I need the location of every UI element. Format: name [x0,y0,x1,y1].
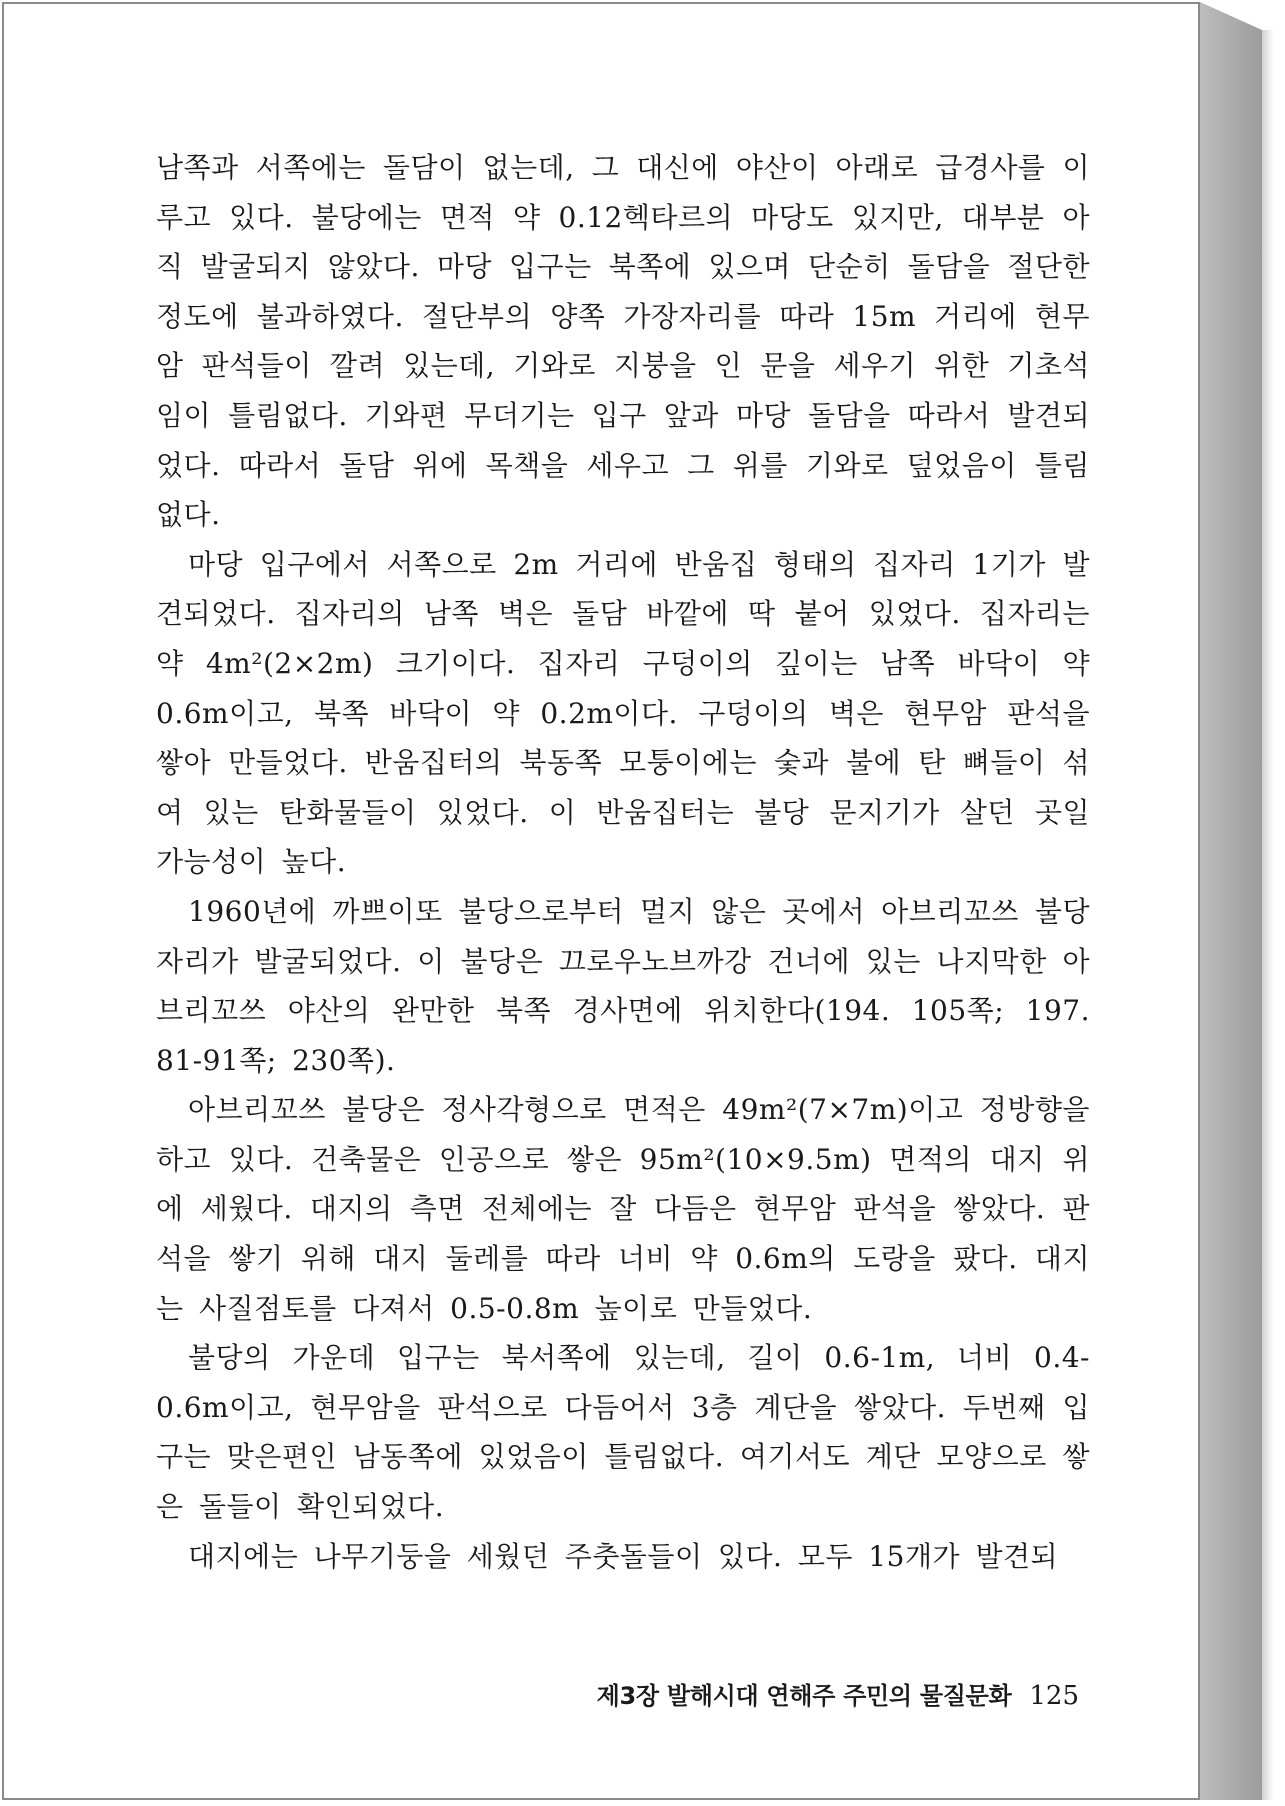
paragraph-5: 불당의 가운데 입구는 북서쪽에 있는데, 길이 0.6-1m, 너비 0.4-0.6m이고, 현무암을 판석으로 다듬어서 3층 계단을 쌓았다. 두번째 입구는 맞은편인 남동쪽에 있었음이 틀림없다. 여기서도 계단 모양으로 쌓은 돌들이 확인되었다. [156,1341,1090,1524]
paragraph-3: 1960년에 까쁘이또 불당으로부터 멀지 않은 곳에서 아브리꼬쓰 불당자리가 발굴되었다. 이 불당은 끄로우노브까강 건너에 있는 나지막한 아브리꼬쓰 야산의 완만한 북쪽 경사면에 위치한다(194. 105쪽; 197. 81-91쪽; 230쪽). [156,894,1090,1077]
book-page [2,2,1200,1800]
page-footer [579,1676,1079,1711]
paragraph-1: 남쪽과 서쪽에는 돌담이 없는데, 그 대신에 야산이 아래로 급경사를 이루고 있다. 불당에는 면적 약 0.12헥타르의 마당도 있지만, 대부분 아직 발굴되지 않았다. 마당 입구는 북쪽에 있으며 단순히 돌담을 절단한 정도에 불과하였다. 절단부의 양쪽 가장자리를 따라 15m 거리에 현무암 판석들이 깔려 있는데, 기와로 지붕을 인 문을 세우기 위한 기초석임이 틀림없다. 기와편 무더기는 입구 앞과 마당 돌담을 따라서 발견되었다. 따라서 돌담 위에 목책을 세우고 그 위를 기와로 덮었음이 틀림없다. [156,151,1090,532]
book-edge [1200,2,1262,1800]
paragraph-4: 아브리꼬쓰 불당은 정사각형으로 면적은 49m²(7×7m)이고 정방향을 하고 있다. 건축물은 인공으로 쌓은 95m²(10×9.5m) 면적의 대지 위에 세웠다. 대지의 측면 전체에는 잘 다듬은 현무암 판석을 쌓았다. 판석을 쌓기 위해 대지 둘레를 따라 너비 약 0.6m의 도랑을 팠다. 대지는 사질점토를 다져서 0.5-0.8m 높이로 만들었다. [156,1093,1090,1325]
paragraph-6: 대지에는 나무기둥을 세웠던 주춧돌들이 있다. 모두 15개가 발견되 [188,1539,1059,1573]
body-text [156,143,1090,1581]
book-edge-shadow [1262,30,1274,1800]
page-number: 125 [1029,1681,1079,1711]
chapter-title: 제3장 발해시대 연해주 주민의 물질문화 [596,1682,1012,1710]
paragraph-2: 마당 입구에서 서쪽으로 2m 거리에 반움집 형태의 집자리 1기가 발견되었다. 집자리의 남쪽 벽은 돌담 바깥에 딱 붙어 있었다. 집자리는 약 4m²(2×2m) 크기이다. 집자리 구덩이의 깊이는 남쪽 바닥이 약 0.6m이고, 북쪽 바닥이 약 0.2m이다. 구덩이의 벽은 현무암 판석을 쌓아 만들었다. 반움집터의 북동쪽 모퉁이에는 숯과 불에 탄 뼈들이 섞여 있는 탄화물들이 있었다. 이 반움집터는 불당 문지기가 살던 곳일 가능성이 높다. [156,547,1090,879]
